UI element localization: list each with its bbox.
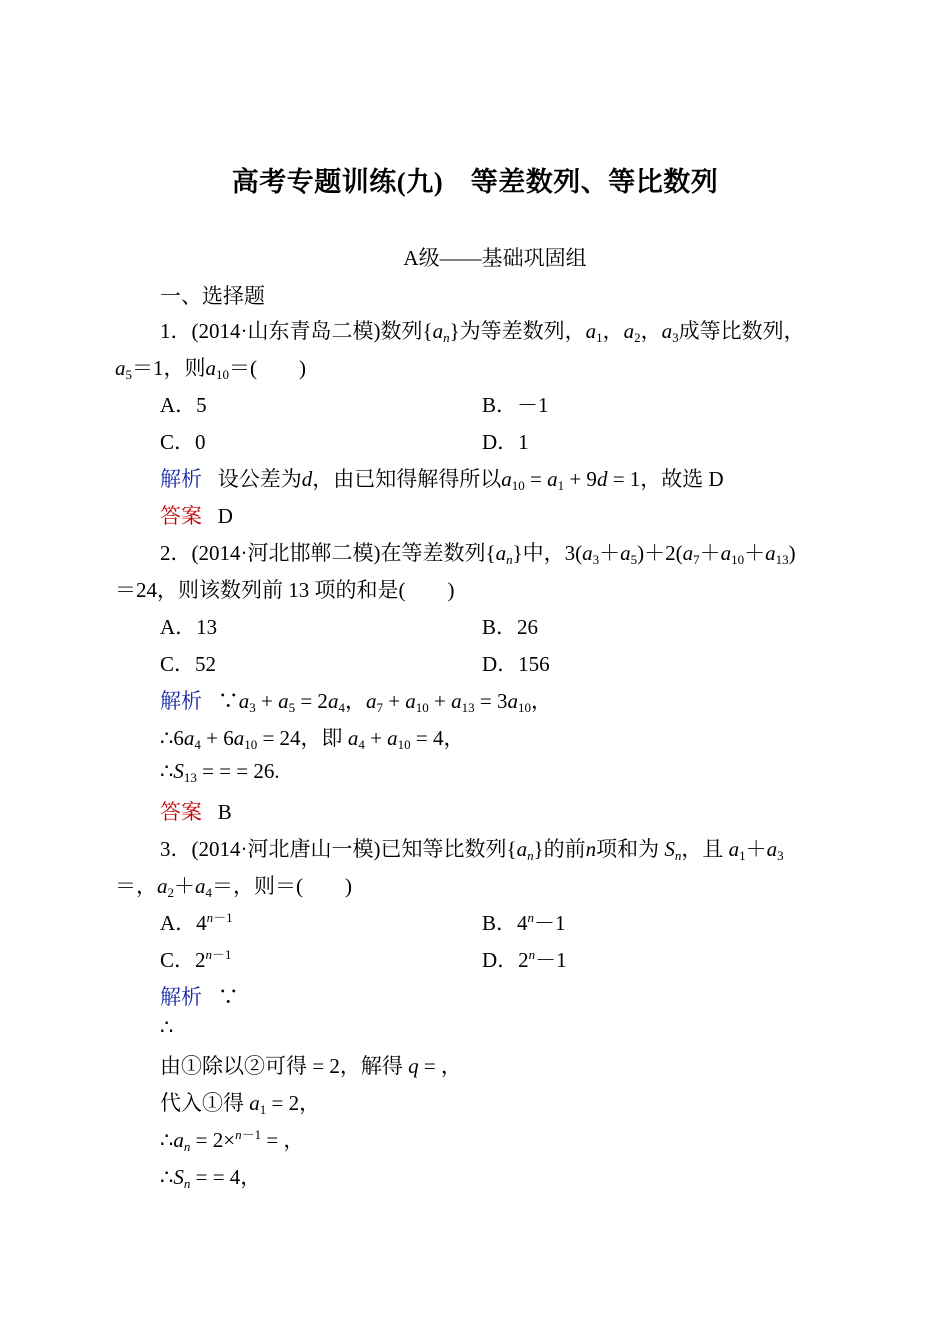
q3-stem-line1: 3．(2014·河北唐山一模)已知等比数列$\{a_n\}$的前n项和为 $S_n$，且 $a_1+a_3$ <box>160 837 784 863</box>
q2-solution-label: 解析 <box>160 689 202 713</box>
q2-option-a: A．13 <box>160 615 218 639</box>
q3-solution-line6: $\therefore S_n$ = = 4， <box>160 1165 262 1191</box>
q1-option-a: A．5 <box>160 393 207 417</box>
q2-solution <box>160 685 552 715</box>
q2-solution-line1: $\because a_3 + a_5 = 2a_4$，$a_7 + a_{10} + a_{13} = 3a_{10}$， <box>217 689 552 715</box>
q2-answer-label: 答案 <box>160 800 202 824</box>
q1-option-b: B．－1 <box>482 393 549 417</box>
q3-solution <box>160 981 239 1011</box>
q1-option-c: C．0 <box>160 430 206 454</box>
doc-title: 高考专题训练(九) 等差数列、等比数列 <box>231 167 719 197</box>
q3-solution-line3: 由①除以②可得 = 2，解得 q = ， <box>160 1054 462 1078</box>
q3-option-a: A．$4^{n-1}$ <box>160 910 233 935</box>
q3-solution-line2: ∴ <box>160 1015 174 1039</box>
q3-solution-label: 解析 <box>160 985 202 1009</box>
q1-stem-line1: 1．(2014·山东青岛二模)数列$\{a_n\}$为等差数列，$a_1$，$a_2$，$a_3$成等比数列， <box>160 319 805 345</box>
q1-stem-line2: $a_5=1$，则$a_{10}=$( ) <box>115 356 306 382</box>
q3-solution-line5: $\therefore a_n = 2\times^{n-1}$ = ， <box>160 1127 305 1154</box>
q3-solution-line4: 代入①得 $a_1 = 2$， <box>160 1091 321 1117</box>
q2-option-b: B．26 <box>482 615 539 639</box>
q3-option-d: D．$2^n-1$ <box>482 947 567 972</box>
q2-solution-line3: $\therefore S_{13}$ = = = 26. <box>160 759 280 785</box>
q1-answer-label: 答案 <box>160 504 202 528</box>
q2-solution-line2: $\therefore 6a_4 + 6a_{10} = 24$，即 $a_4 + a_{10} = 4$， <box>160 726 465 752</box>
level-heading: A级——基础巩固组 <box>403 246 587 270</box>
q2-option-d: D．156 <box>482 652 550 676</box>
q2-stem-line1: 2．(2014·河北邯郸二模)在等差数列$\{a_n\}$中，$3(a_3+a_5)+2(a_7+a_{10}+a_{13})$ <box>160 541 796 567</box>
q3-solution-line1: ∵ <box>217 985 239 1009</box>
q1-solution-text: 设公差为d，由已知得解得所以$a_{10} = a_1 + 9d = 1$，故选 D <box>217 467 724 493</box>
q1-solution-label: 解析 <box>160 467 202 491</box>
q1-answer <box>160 500 233 530</box>
q3-option-c: C．$2^{n-1}$ <box>160 947 232 972</box>
q2-option-c: C．52 <box>160 652 217 676</box>
q3-option-b: B．$4^n-1$ <box>482 910 566 935</box>
q3-stem-line2: ＝，$a_2+a_4=$，则＝( ) <box>115 874 352 900</box>
q2-answer <box>160 796 232 826</box>
q1-answer-value: D <box>217 504 233 528</box>
q1-solution <box>160 463 724 493</box>
q1-option-d: D．1 <box>482 430 529 454</box>
q2-answer-value: B <box>217 800 232 824</box>
q2-stem-line2: ＝24，则该数列前 13 项的和是( ) <box>115 578 455 602</box>
section-heading: 一、选择题 <box>160 284 265 308</box>
